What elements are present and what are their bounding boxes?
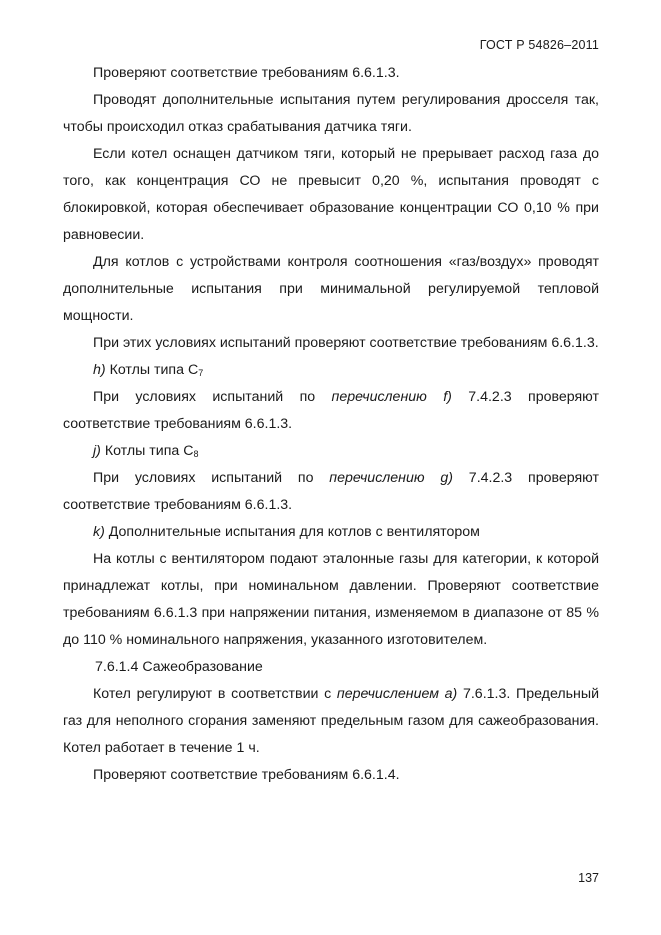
list-letter: j)	[93, 443, 101, 459]
paragraph: Проверяют соответствие требованиям 6.6.1.3.	[93, 65, 400, 81]
list-item-heading	[63, 438, 599, 465]
paragraph: Если котел оснащен датчиком тяги, который не прерывает расход газа до того, как концентрация СО не превысит 0,20 %, испытания проводят с блокировкой, которая обеспечивает образование концентрации СО 0,10 % при равновесии.	[63, 146, 599, 243]
section-heading: 7.6.1.4 Сажеобразование	[95, 659, 263, 675]
page-number: 137	[578, 871, 599, 885]
paragraph: Проверяют соответствие требованиям 6.6.1.4.	[93, 767, 400, 783]
list-letter: k)	[93, 524, 105, 540]
paragraph: На котлы с вентилятором подают эталонные газы для категории, к которой принадлежат котлы, при номинальном давлении. Проверяют соответствие требованиям 6.6.1.3 при напряжении питания, изменяемом в диапазоне от 85 % до 110 % номинального напряжения, указанного изготовителем.	[63, 551, 599, 648]
paragraph	[63, 465, 599, 519]
document-header: ГОСТ Р 54826–2011	[479, 38, 599, 52]
list-item-heading	[63, 519, 599, 546]
subscript: 7	[198, 368, 204, 378]
cross-reference: перечислению g)	[329, 470, 453, 486]
cross-reference: перечислению f)	[331, 389, 452, 405]
text-span: Котел регулируют в соответствии с	[93, 686, 337, 702]
list-item-text: Котлы типа С	[105, 362, 199, 378]
list-item-heading	[63, 357, 599, 384]
text-span: 7.6.1.3. Предельный газ для неполного сгорания заменяют предельным газом для сажеобразования. Котел работает в течение 1 ч.	[63, 686, 599, 756]
list-letter: h)	[93, 362, 106, 378]
paragraph	[63, 681, 599, 762]
text-span: При условиях испытаний по	[93, 389, 332, 405]
list-item-text: Дополнительные испытания для котлов с вентилятором	[104, 524, 480, 540]
paragraph: При этих условиях испытаний проверяют соответствие требованиям 6.6.1.3.	[93, 335, 599, 351]
paragraph	[63, 384, 599, 438]
text-span: 7.4.2.3 проверяют соответствие требованиям 6.6.1.3.	[63, 389, 600, 432]
subscript: 8	[193, 449, 199, 459]
paragraph: Проводят дополнительные испытания путем регулирования дросселя так, чтобы происходил отказ срабатывания датчика тяги.	[63, 92, 599, 135]
page-body	[63, 60, 599, 789]
text-span: При условиях испытаний по	[93, 470, 330, 486]
paragraph: Для котлов с устройствами контроля соотношения «газ/воздух» проводят дополнительные испытания при минимальной регулируемой тепловой мощности.	[63, 254, 599, 324]
text-span: 7.4.2.3 проверяют соответствие требованиям 6.6.1.3.	[63, 470, 599, 513]
list-item-text: Котлы типа С	[100, 443, 194, 459]
cross-reference: перечислением а)	[336, 686, 458, 702]
